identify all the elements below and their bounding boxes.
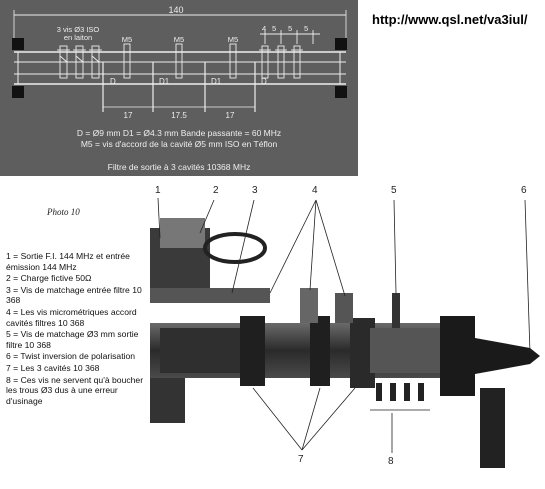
dim-seg-1: 17 — [123, 111, 133, 120]
callout-4: 4 — [312, 185, 318, 196]
spec-line-1: D = Ø9 mm D1 = Ø4.3 mm Bande passante = 60 MHz — [76, 128, 282, 138]
d-label-left: D — [110, 77, 116, 86]
filter-drawing-svg — [0, 0, 358, 176]
callout-8: 8 — [388, 456, 394, 467]
m5-label-3: M5 — [227, 35, 239, 44]
m5-label-1: M5 — [121, 35, 133, 44]
m5-screws — [120, 44, 240, 78]
callout-3: 3 — [252, 185, 258, 196]
support-bar — [480, 388, 505, 468]
right-flange-bottom — [335, 86, 347, 98]
photo-label: Photo 10 — [47, 207, 80, 217]
right-screws — [259, 30, 320, 78]
dim-right-1: 4 — [262, 24, 267, 33]
callout-6: 6 — [521, 185, 527, 196]
callout-7: 7 — [298, 454, 304, 465]
callout-1: 1 — [155, 185, 161, 196]
dim-seg-3: 17 — [225, 111, 235, 120]
right-flange-top — [335, 38, 347, 50]
output-flange — [440, 316, 475, 396]
drawing-caption: Filtre de sortie à 3 cavités 10368 MHz — [107, 162, 251, 172]
dim-right-4: 5 — [304, 24, 309, 33]
cable — [205, 234, 265, 262]
callout-5: 5 — [391, 185, 397, 196]
dim-total: 140 — [168, 5, 184, 15]
dim-right-3: 5 — [288, 24, 293, 33]
legend-item: 8 = Ces vis ne servent qu'à boucher les trous Ø3 dus à une erreur d'usinage — [6, 374, 144, 406]
irises — [103, 62, 255, 112]
d-label-right: D — [261, 77, 267, 86]
filter-drawing — [0, 0, 358, 176]
screws-label-2: en laiton — [63, 33, 93, 42]
source-url[interactable]: http://www.qsl.net/va3iul/ — [372, 12, 528, 27]
d1-label-1: D1 — [159, 77, 170, 86]
micrometer-screw-1 — [300, 288, 318, 323]
polarisation-twist — [475, 338, 540, 374]
screws-label-1: 3 vis Ø3 ISO — [56, 25, 100, 34]
legend-item: 7 = Les 3 cavités 10 368 — [6, 362, 100, 373]
left-flange-top — [12, 38, 24, 50]
legend-item: 2 = Charge fictive 50Ω — [6, 273, 92, 284]
bottom-screws — [376, 383, 424, 401]
dummy-load — [160, 218, 205, 248]
photo-legend — [6, 251, 156, 407]
callout-2: 2 — [213, 185, 219, 196]
legend-item: 3 = Vis de matchage entrée filtre 10 368 — [6, 284, 142, 306]
dim-right-2: 5 — [272, 24, 277, 33]
matching-screw — [392, 293, 400, 328]
left-flange-bottom — [12, 86, 24, 98]
legend-item: 4 = Les vis micrométriques accord cavités filtres 10 368 — [6, 306, 137, 328]
legend-item: 5 = Vis de matchage Ø3 mm sortie filtre 10 368 — [6, 329, 139, 350]
legend-item: 6 = Twist inversion de polarisation — [6, 351, 136, 362]
spec-line-2: M5 = vis d'accord de la cavité Ø5 mm ISO en Téflon — [80, 139, 278, 149]
d1-label-2: D1 — [211, 77, 222, 86]
micrometer-screw-2 — [335, 293, 353, 323]
legend-item: 1 = Sortie F.I. 144 MHz et entrée émission 144 MHz — [6, 251, 130, 272]
dim-seg-2: 17.5 — [171, 111, 187, 120]
m5-label-2: M5 — [173, 35, 185, 44]
